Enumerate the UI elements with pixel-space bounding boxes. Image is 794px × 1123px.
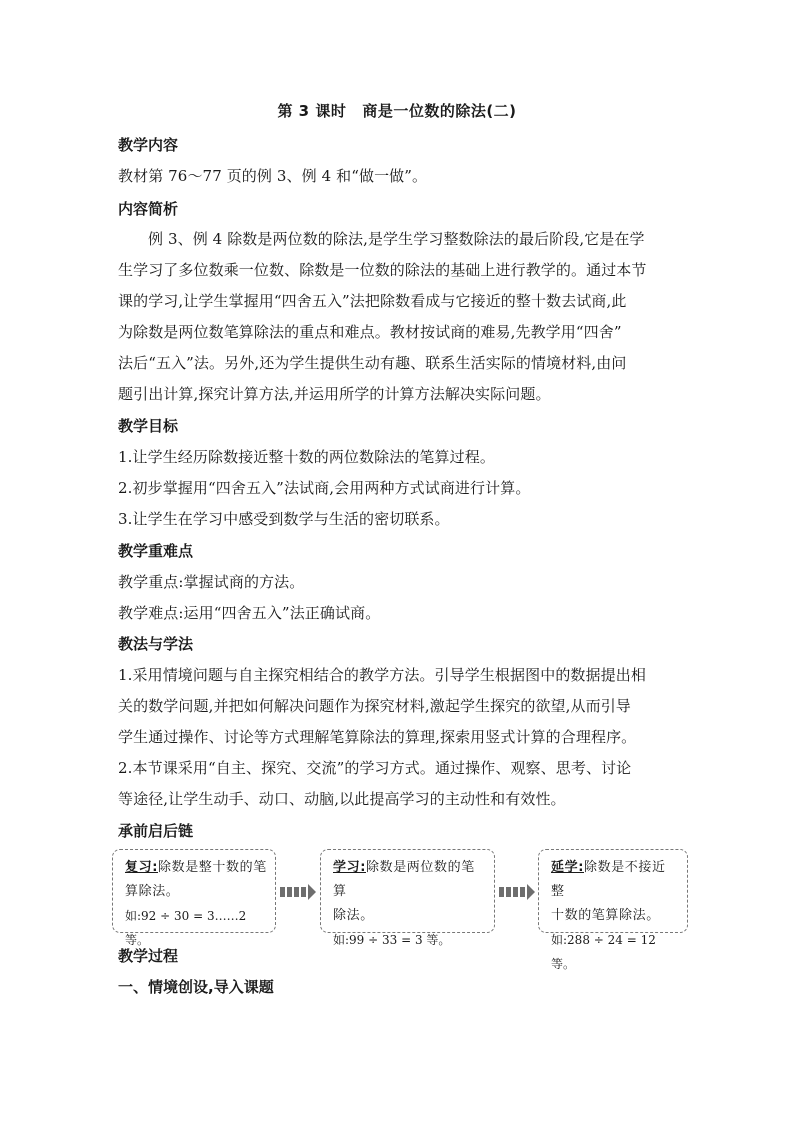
chain-example: 如:288 ÷ 24 = 12 等。 [551,933,656,971]
chain-box-review [112,849,276,947]
analysis-line: 例 3、例 4 除数是两位数的除法,是学生学习整数除法的最后阶段,它是在学 [148,230,645,248]
heading-content: 教学内容 [118,136,179,154]
key-point: 教学重点:掌握试商的方法。 [118,573,305,591]
chain-text: 除数是不接近整 [551,860,666,899]
goal-item: 1.让学生经历除数接近整十数的两位数除法的笔算过程。 [118,448,495,466]
heading-process: 教学过程 [118,947,179,965]
heading-chain: 承前启后链 [118,822,194,840]
heading-methods: 教法与学法 [118,635,194,653]
chain-label: 学习: [333,860,366,875]
chain-arrow-icon [279,884,317,900]
analysis-line: 题引出计算,探究计算方法,并运用所学的计算方法解决实际问题。 [118,385,551,403]
methods-line: 1.采用情境问题与自主探究相结合的教学方法。引导学生根据图中的数据提出相 [118,666,646,684]
analysis-line: 生学习了多位数乘一位数、除数是一位数的除法的基础上进行教学的。通过本节 [118,261,647,279]
chain-example: 如:92 ÷ 30 = 3……2 等。 [125,909,247,947]
chain-text: 除法。 [333,908,374,923]
goal-item: 2.初步掌握用“四舍五入”法试商,会用两种方式试商进行计算。 [118,479,531,497]
methods-line: 等途径,让学生动手、动口、动脑,以此提高学习的主动性和有效性。 [118,790,566,808]
analysis-line: 为除数是两位数笔算除法的重点和难点。教材按试商的难易,先教学用“四舍” [118,323,622,341]
chain-label: 延学: [551,860,584,875]
analysis-line: 法后“五入”法。另外,还为学生提供生动有趣、联系生活实际的情境材料,由问 [118,354,627,372]
chain-text: 算除法。 [125,884,180,899]
content-text: 教材第 76～77 页的例 3、例 4 和“做一做”。 [118,167,428,185]
difficult-point: 教学难点:运用“四舍五入”法正确试商。 [118,604,381,622]
heading-analysis: 内容简析 [118,200,179,218]
methods-line: 关的数学问题,并把如何解决问题作为探究材料,激起学生探究的欲望,从而引导 [118,697,631,715]
chain-box-extend [538,849,688,971]
chain-text: 除数是整十数的笔 [158,860,267,875]
lesson-title [0,100,794,121]
methods-line: 2.本节课采用“自主、探究、交流”的学习方式。通过操作、观察、思考、讨论 [118,759,632,777]
chain-text: 除数是两位数的笔算 [333,860,475,899]
chain-text: 十数的笔算除法。 [551,908,660,923]
chain-box-learn [320,849,495,947]
heading-keypoints: 教学重难点 [118,542,194,560]
methods-line: 学生通过操作、讨论等方式理解笔算除法的算理,探索用竖式计算的合理程序。 [118,728,637,746]
analysis-line: 课的学习,让学生掌握用“四舍五入”法把除数看成与它接近的整十数去试商,此 [118,292,627,310]
lesson-number: 第 3 课时 [277,102,347,120]
chain-arrow-icon [498,884,536,900]
process-subheading: 一、情境创设,导入课题 [118,978,274,996]
chain-label: 复习: [125,860,158,875]
heading-goals: 教学目标 [118,417,179,435]
chain-example: 如:99 ÷ 33 = 3 等。 [333,933,451,947]
lesson-name: 商是一位数的除法(二) [362,102,517,120]
goal-item: 3.让学生在学习中感受到数学与生活的密切联系。 [118,510,450,528]
